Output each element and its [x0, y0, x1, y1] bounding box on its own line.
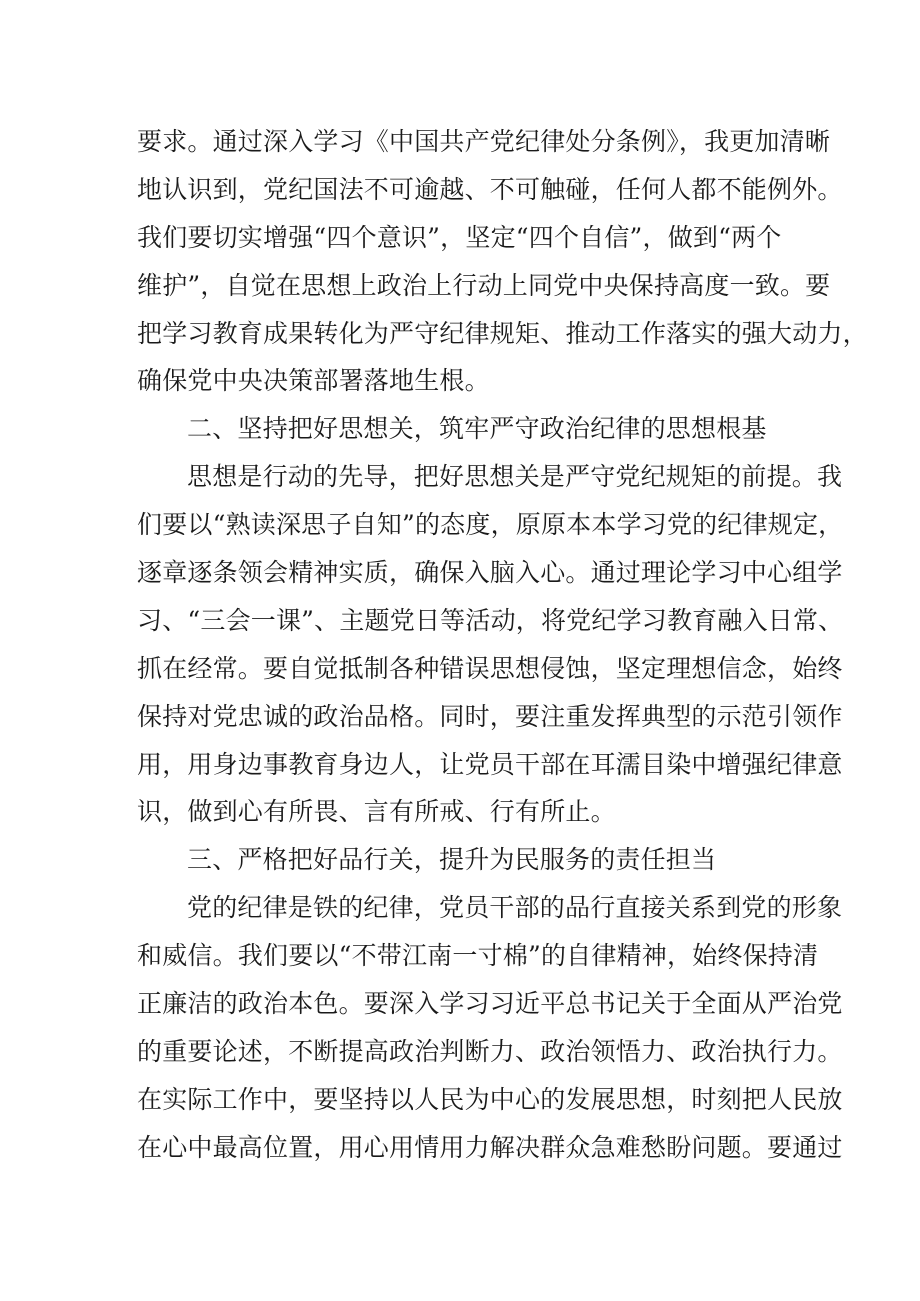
- document-body: [137, 118, 868, 1172]
- body-line: 地认识到，党纪国法不可逾越、不可触碰，任何人都不能例外。: [137, 174, 843, 204]
- section-heading: 二、坚持把好思想关，筑牢严守政治纪律的思想根基: [187, 414, 767, 444]
- body-line: 抓在经常。要自觉抵制各种错误思想侵蚀，坚定理想信念，始终: [137, 653, 843, 683]
- body-line: 把学习教育成果转化为严守纪律规矩、推动工作落实的强大动力，: [137, 318, 868, 348]
- section-heading: 三、严格把好品行关，提升为民服务的责任担当: [187, 845, 717, 875]
- body-line: 和威信。我们要以“不带江南一寸棉”的自律精神，始终保持清: [137, 941, 819, 971]
- body-line: 党的纪律是铁的纪律，党员干部的品行直接关系到党的形象: [187, 893, 843, 923]
- body-line: 习、“三会一课”、主题党日等活动，将党纪学习教育融入日常、: [137, 605, 844, 635]
- body-line: 正廉洁的政治本色。要深入学习习近平总书记关于全面从严治党: [137, 989, 843, 1019]
- body-line: 确保党中央决策部署落地生根。: [137, 366, 490, 396]
- body-line: 我们要切实增强“四个意识”，坚定“四个自信”，做到“两个: [137, 222, 782, 252]
- body-line: 要求。通过深入学习《中国共产党纪律处分条例》，我更加清晰: [137, 127, 831, 156]
- body-line: 思想是行动的先导，把好思想关是严守党纪规矩的前提。我: [187, 462, 843, 492]
- body-line: 用，用身边事教育身边人，让党员干部在耳濡目染中增强纪律意: [137, 749, 843, 779]
- body-line: 保持对党忠诚的政治品格。同时，要注重发挥典型的示范引领作: [137, 701, 843, 731]
- body-line: 逐章逐条领会精神实质，确保入脑入心。通过理论学习中心组学: [137, 558, 843, 588]
- body-line: 识，做到心有所畏、言有所戒、行有所止。: [137, 797, 616, 827]
- body-line: 维护”，自觉在思想上政治上行动上同党中央保持高度一致。要: [137, 270, 831, 300]
- body-line: 在实际工作中，要坚持以人民为中心的发展思想，时刻把人民放: [137, 1084, 843, 1114]
- body-line: 的重要论述，不断提高政治判断力、政治领悟力、政治执行力。: [137, 1036, 843, 1066]
- body-line: 在心中最高位置，用心用情用力解决群众急难愁盼问题。要通过: [137, 1132, 843, 1162]
- body-line: 们要以“熟读深思子自知”的态度，原原本本学习党的纪律规定，: [137, 510, 844, 540]
